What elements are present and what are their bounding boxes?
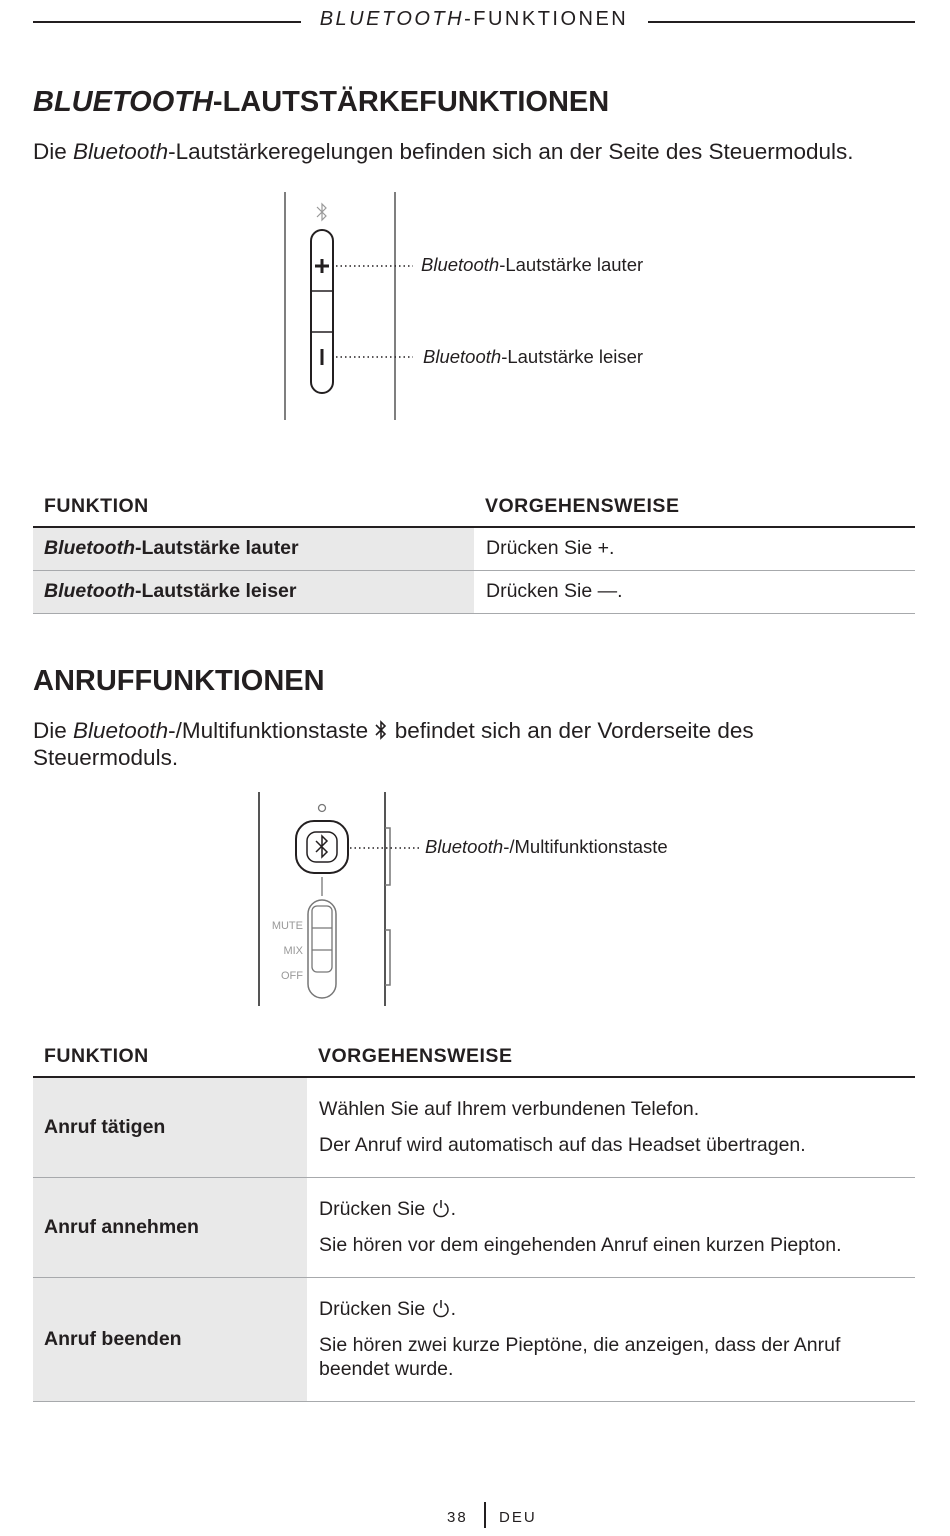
switch-label-mute: MUTE xyxy=(271,920,303,932)
volume-section-intro: Die Bluetooth-Lautstärkeregelungen befinden sich an der Seite des Steuermoduls. xyxy=(33,139,854,164)
callout-volume-up: Bluetooth-Lautstärke lauter xyxy=(421,254,644,275)
table-row xyxy=(33,570,915,613)
volume-section-heading: BLUETOOTH-LAUTSTÄRKEFUNKTIONEN xyxy=(33,86,610,118)
procedure-cell: Wählen Sie auf Ihrem verbundenen Telefon. Der Anruf wird automatisch auf das Headset übertragen. xyxy=(307,1077,915,1177)
table-row xyxy=(33,1077,915,1177)
function-cell: Anruf annehmen xyxy=(33,1177,307,1277)
procedure-cell: Drücken Sie . Sie hören zwei kurze Pieptöne, die anzeigen, dass der Anruf beendet wurde. xyxy=(307,1277,915,1401)
power-icon xyxy=(431,1198,451,1218)
callout-multifunction-button: Bluetooth-/Multifunktionstaste xyxy=(425,836,668,857)
page-number: 38 xyxy=(447,1509,468,1526)
column-header-function: FUNKTION xyxy=(33,495,474,527)
column-header-procedure: VORGEHENSWEISE xyxy=(474,495,915,527)
power-icon xyxy=(431,1298,451,1318)
running-header xyxy=(33,8,915,36)
switch-label-mix: MIX xyxy=(283,945,303,957)
call-section-heading: ANRUFFUNKTIONEN xyxy=(33,665,325,697)
procedure-cell: Drücken Sie +. xyxy=(474,527,915,570)
running-header-title: BLUETOOTH-FUNKTIONEN xyxy=(319,8,629,30)
volume-controls-illustration xyxy=(270,190,420,425)
table-row xyxy=(33,1277,915,1401)
procedure-cell: Drücken Sie —. xyxy=(474,570,915,613)
footer-divider xyxy=(484,1502,486,1528)
function-cell: Anruf beenden xyxy=(33,1277,307,1401)
language-code: DEU xyxy=(499,1509,537,1526)
table-row xyxy=(33,1177,915,1277)
bluetooth-small-icon xyxy=(317,204,326,220)
bluetooth-icon xyxy=(374,719,388,741)
multifunction-button-illustration xyxy=(245,790,430,1012)
function-cell: Bluetooth-Lautstärke leiser xyxy=(33,570,474,613)
call-section-intro: Die Bluetooth-/Multifunktionstaste befindet sich an der Vorderseite des Steuermoduls. xyxy=(33,718,754,770)
table-row xyxy=(33,527,915,570)
page-footer xyxy=(0,1502,950,1530)
column-header-procedure: VORGEHENSWEISE xyxy=(307,1045,915,1077)
header-rule-right xyxy=(648,21,915,23)
switch-label-off: OFF xyxy=(281,970,303,982)
call-function-table xyxy=(33,1045,915,1402)
function-cell: Bluetooth-Lautstärke lauter xyxy=(33,527,474,570)
callout-volume-down: Bluetooth-Lautstärke leiser xyxy=(423,346,644,367)
procedure-cell: Drücken Sie . Sie hören vor dem eingehenden Anruf einen kurzen Piepton. xyxy=(307,1177,915,1277)
function-cell: Anruf tätigen xyxy=(33,1077,307,1177)
column-header-function: FUNKTION xyxy=(33,1045,307,1077)
volume-function-table xyxy=(33,495,915,614)
led-indicator xyxy=(319,805,326,812)
